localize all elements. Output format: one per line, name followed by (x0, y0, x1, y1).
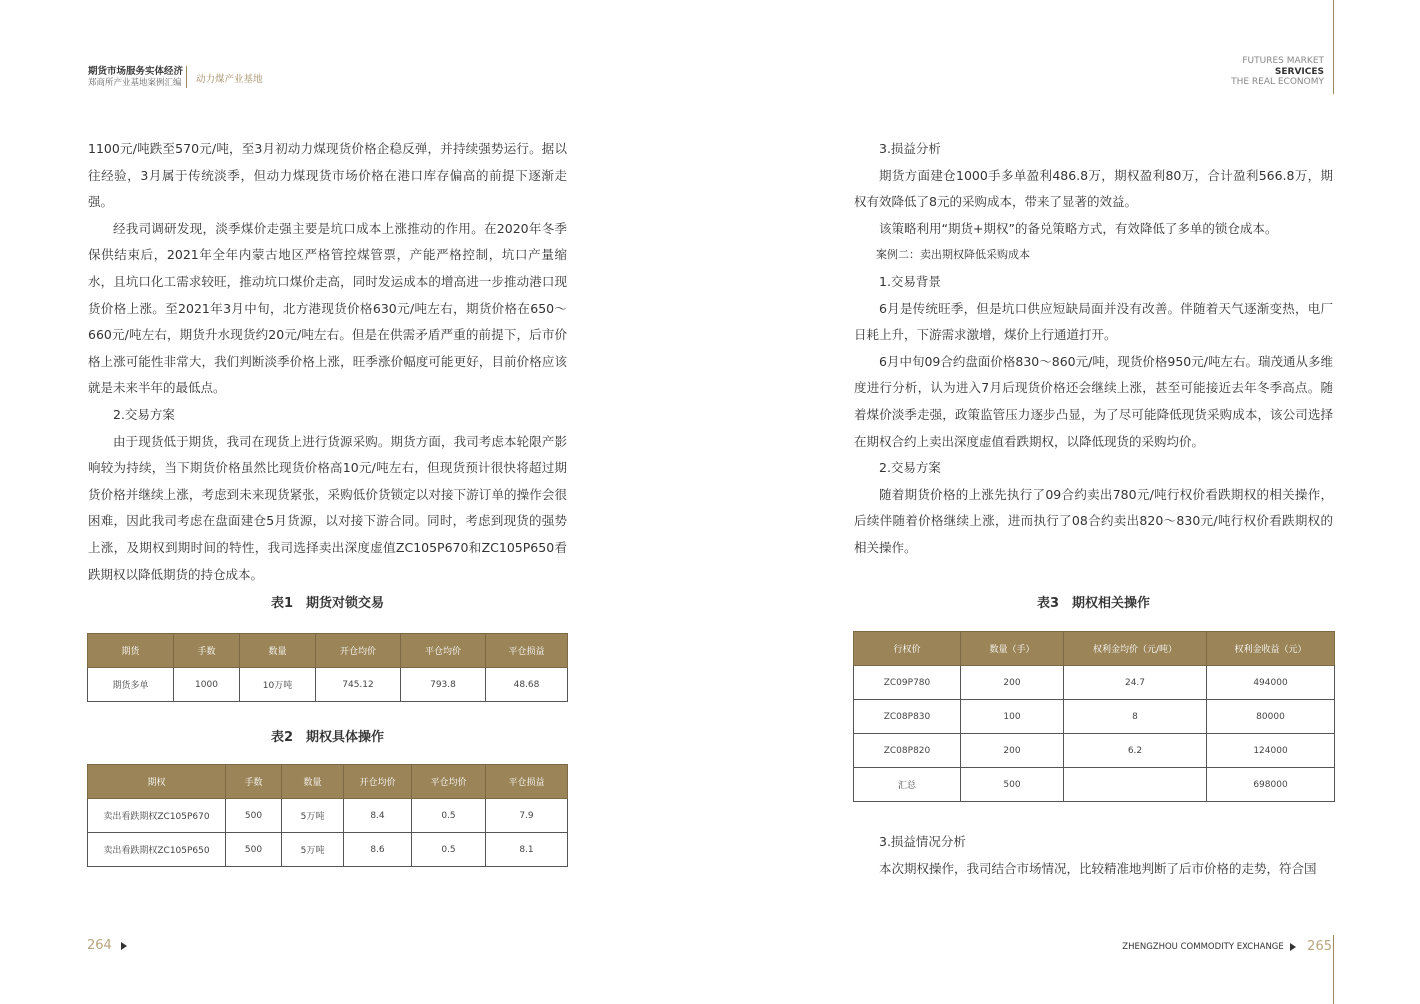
right-paragraph-2: 该策略利用“期货+期权”的备兑策略方式，有效降低了多单的锁仓成本。 (879, 220, 1278, 236)
table-cell: 200 (961, 734, 1064, 768)
table2-header-row (88, 765, 568, 799)
table1-header-cell: 期货 (88, 634, 174, 668)
header-divider-line-right (1333, 0, 1334, 94)
header-right (1231, 56, 1324, 88)
table-cell: 7.9 (486, 799, 568, 833)
table2-header-cell: 手数 (226, 765, 282, 799)
right-paragraph-6: 本次期权操作，我司结合市场情况，比较精准地判断了后市价格的走势，符合国 (879, 860, 1317, 876)
table1 (87, 633, 568, 702)
page-number-left-text: 264 (87, 938, 112, 953)
table1-header-cell: 数量 (240, 634, 316, 668)
table-cell: 0.5 (412, 833, 486, 867)
table-cell: 48.68 (486, 668, 568, 702)
table3-header-cell: 数量（手） (961, 632, 1064, 666)
table3-header-cell: 行权价 (854, 632, 961, 666)
table-cell: ZC08P830 (854, 700, 961, 734)
table-cell: 0.5 (412, 799, 486, 833)
table-row (854, 734, 1335, 768)
right-heading-pl-analysis: 3.损益情况分析 (879, 834, 966, 849)
table1-caption: 表1 期货对锁交易 (270, 596, 385, 611)
right-heading-background: 1.交易背景 (879, 273, 941, 289)
table-cell: 1000 (174, 668, 240, 702)
right-paragraph-1: 期货方面建仓1000手多单盈利486.8万，期权盈利80万，合计盈利566.8万，期权有效降低了8元的采购成本，带来了显著的效益。 (854, 167, 1333, 210)
table2 (87, 764, 568, 867)
table-row-total (854, 768, 1335, 802)
table3-header-cell: 权利金均价（元/吨） (1064, 632, 1207, 666)
table-cell: 5万吨 (282, 833, 344, 867)
right-column-text-bottom (854, 829, 1333, 882)
table-cell: 汇总 (854, 768, 961, 802)
right-heading-pl: 3.损益分析 (879, 141, 941, 156)
table1-header-cell: 平仓均价 (401, 634, 486, 668)
triangle-right-icon (1290, 943, 1296, 951)
table2-header-cell: 平仓损益 (486, 765, 568, 799)
table-row (88, 668, 568, 702)
table-cell: 6.2 (1064, 734, 1207, 768)
table-row (88, 833, 568, 867)
table-cell: 745.12 (316, 668, 401, 702)
table1-header-cell: 手数 (174, 634, 240, 668)
table-cell: 卖出看跌期权ZC105P650 (88, 833, 226, 867)
table1-header-row (88, 634, 568, 668)
header-right-line1: FUTURES MARKET (1242, 56, 1324, 66)
table-cell: 24.7 (1064, 666, 1207, 700)
header-separator (186, 66, 187, 88)
table3-header-row (854, 632, 1335, 666)
header-book-subtitle: 郑商所产业基地案例汇编 (88, 78, 182, 88)
left-heading-trade-plan: 2.交易方案 (113, 406, 175, 422)
header-right-line3: THE REAL ECONOMY (1231, 77, 1324, 87)
page-number-right: 265 (1307, 939, 1332, 954)
footer-right (1122, 939, 1332, 954)
right-paragraph-4: 6月中旬09合约盘面价格830～860元/吨，现货价格950元/吨左右。瑞茂通从多维度进行分析，认为进入7月后现货价格还会继续上涨，甚至可能接近去年冬季高点。随着煤价淡季走强，政策监管压力逐步凸显，为了尽可能降低现货采购成本，该公司选择在期权合约上卖出深度虚值看跌期权，以降低现货的采购均价。 (854, 353, 1333, 449)
table-cell: 8.6 (344, 833, 412, 867)
table2-header-cell: 开仓均价 (344, 765, 412, 799)
left-column-text (88, 136, 567, 588)
table-row (854, 666, 1335, 700)
right-column-text (854, 136, 1333, 562)
triangle-right-icon (121, 942, 127, 950)
table-cell: 124000 (1207, 734, 1335, 768)
page-number-left (87, 938, 127, 953)
right-heading-trade-plan: 2.交易方案 (879, 460, 941, 476)
right-paragraph-3: 6月是传统旺季，但是坑口供应短缺局面并没有改善。伴随着天气逐渐变热，电厂日耗上升，下游需求激增，煤价上行通道打开。 (854, 300, 1333, 343)
table-row (854, 700, 1335, 734)
table-cell: 卖出看跌期权ZC105P670 (88, 799, 226, 833)
case-two-title: 案例二：卖出期权降低采购成本 (876, 248, 1030, 262)
table-cell: 100 (961, 700, 1064, 734)
table3-caption: 表3 期权相关操作 (1036, 596, 1151, 611)
table-cell: ZC09P780 (854, 666, 961, 700)
header-section-title: 动力煤产业基地 (196, 74, 263, 85)
table-cell: 500 (961, 768, 1064, 802)
table3 (853, 631, 1335, 802)
table2-header-cell: 期权 (88, 765, 226, 799)
header-left (88, 66, 183, 89)
table-cell: 5万吨 (282, 799, 344, 833)
right-paragraph-5: 随着期货价格的上涨先执行了09合约卖出780元/吨行权价看跌期权的相关操作，后续伴随着价格继续上涨，进而执行了08合约卖出820～830元/吨行权价看跌期权的相关操作。 (854, 486, 1333, 555)
left-paragraph-2: 经我司调研发现，淡季煤价走强主要是坑口成本上涨推动的作用。在2020年冬季保供结束后，2021年全年内蒙古地区严格管控煤管票，产能严格控制，坑口产量缩水，且坑口化工需求较旺，推动坑口煤价走高，同时发运成本的增高进一步推动港口现货价格上涨。至2021年3月中旬，北方港现货价格630元/吨左右，期货价格在650～660元/吨左右，期货升水现货约20元/吨左右。但是在供需矛盾严重的前提下，后市价格上涨可能性非常大，我们判断淡季价格上涨，旺季涨价幅度可能更好，目前价格应该就是未来半年的最低点。 (88, 220, 567, 396)
table2-caption: 表2 期权具体操作 (270, 730, 385, 745)
footer-divider-line-right (1333, 935, 1334, 1004)
table-cell: 500 (226, 799, 282, 833)
header-right-line2: SERVICES (1274, 66, 1324, 77)
header-book-title: 期货市场服务实体经济 (88, 66, 184, 77)
table-cell (1064, 768, 1207, 802)
table-cell: 698000 (1207, 768, 1335, 802)
table-cell: 200 (961, 666, 1064, 700)
table-cell: 8.4 (344, 799, 412, 833)
table-cell: 80000 (1207, 700, 1335, 734)
table2-header-cell: 平仓均价 (412, 765, 486, 799)
left-paragraph-1: 1100元/吨跌至570元/吨，至3月初动力煤现货价格企稳反弹，并持续强势运行。据以往经验，3月属于传统淡季，但动力煤现货市场价格在港口库存偏高的前提下逐渐走强。 (88, 141, 567, 210)
table1-header-cell: 平仓损益 (486, 634, 568, 668)
table-cell: 10万吨 (240, 668, 316, 702)
table-cell: 期货多单 (88, 668, 174, 702)
table-cell: 494000 (1207, 666, 1335, 700)
footer-exchange-name: ZHENGZHOU COMMODITY EXCHANGE (1122, 942, 1284, 952)
table-row (88, 799, 568, 833)
table1-header-cell: 开仓均价 (316, 634, 401, 668)
table-cell: 500 (226, 833, 282, 867)
left-paragraph-3: 由于现货低于期货，我司在现货上进行货源采购。期货方面，我司考虑本轮限产影响较为持续，当下期货价格虽然比现货价格高10元/吨左右，但现货预计很快将超过期货价格并继续上涨，考虑到未来现货紧张，采购低价货锁定以对接下游订单的操作会很困难，因此我司考虑在盘面建仓5月货源，以对接下游合同。同时，考虑到现货的强势上涨，及期权到期时间的特性，我司选择卖出深度虚值ZC105P670和ZC105P650看跌期权以降低期货的持仓成本。 (88, 433, 567, 582)
table-cell: 8 (1064, 700, 1207, 734)
table-cell: ZC08P820 (854, 734, 961, 768)
table-cell: 793.8 (401, 668, 486, 702)
table2-header-cell: 数量 (282, 765, 344, 799)
table-cell: 8.1 (486, 833, 568, 867)
table3-header-cell: 权利金收益（元） (1207, 632, 1335, 666)
